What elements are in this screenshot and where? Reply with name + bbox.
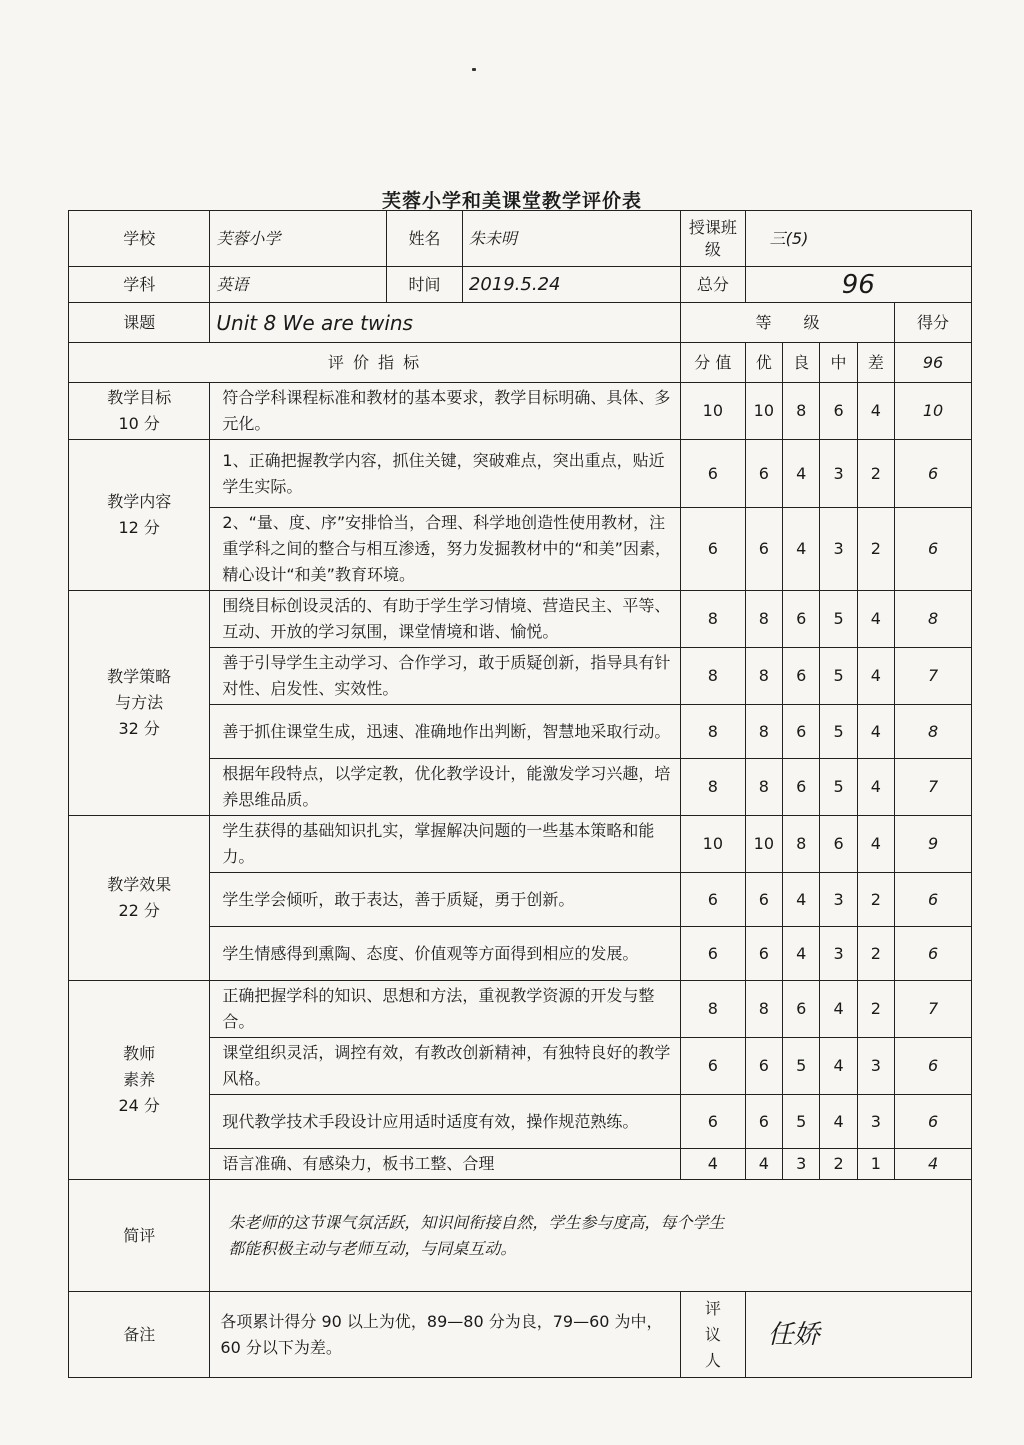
category-points: 10 分 bbox=[118, 414, 160, 433]
name-value: 朱未明 bbox=[462, 211, 680, 267]
poor-cell: 2 bbox=[857, 927, 894, 981]
criteria-description: 善于引导学生主动学习、合作学习，敢于质疑创新，指导具有针对性、启发性、实效性。 bbox=[210, 648, 681, 705]
medium-cell: 5 bbox=[820, 705, 857, 759]
remarks-row bbox=[69, 1292, 972, 1378]
evaluation-table bbox=[68, 210, 972, 1378]
name-label: 姓名 bbox=[387, 211, 463, 267]
value-cell: 6 bbox=[681, 1038, 746, 1095]
medium-cell: 3 bbox=[820, 440, 857, 508]
poor-cell: 3 bbox=[857, 1095, 894, 1149]
criteria-description: 学生学会倾听，敢于表达，善于质疑，勇于创新。 bbox=[210, 873, 681, 927]
category-name: 教学策略与方法 bbox=[107, 667, 172, 712]
criteria-description: 学生情感得到熏陶、态度、价值观等方面得到相应的发展。 bbox=[210, 927, 681, 981]
category-points: 12 分 bbox=[118, 518, 160, 537]
school-value: 芙蓉小学 bbox=[210, 211, 387, 267]
medium-cell: 5 bbox=[820, 591, 857, 648]
info-row-subject bbox=[69, 267, 972, 303]
value-cell: 10 bbox=[681, 383, 746, 440]
excellent-cell: 10 bbox=[745, 816, 782, 873]
poor-cell: 1 bbox=[857, 1149, 894, 1180]
criteria-description: 现代教学技术手段设计应用适时适度有效，操作规范熟练。 bbox=[210, 1095, 681, 1149]
score-label: 得分 bbox=[895, 303, 972, 343]
criteria-row bbox=[69, 383, 972, 440]
medium-cell: 4 bbox=[820, 981, 857, 1038]
criteria-description: 围绕目标创设灵活的、有助于学生学习情境、营造民主、平等、互动、开放的学习氛围，课堂情境和谐、愉悦。 bbox=[210, 591, 681, 648]
reviewer-label-char: 评 bbox=[704, 1298, 721, 1318]
good-cell: 6 bbox=[783, 591, 820, 648]
excellent-cell: 8 bbox=[745, 591, 782, 648]
medium-cell: 3 bbox=[820, 873, 857, 927]
score-cell: 9 bbox=[895, 816, 972, 873]
remarks-label: 备注 bbox=[69, 1292, 210, 1378]
score-cell: 6 bbox=[895, 1095, 972, 1149]
category-cell bbox=[69, 816, 210, 981]
excellent-cell: 8 bbox=[745, 759, 782, 816]
excellent-cell: 4 bbox=[745, 1149, 782, 1180]
comment-line-1: 朱老师的这节课气氛活跃，知识间衔接自然，学生参与度高，每个学生 bbox=[228, 1212, 725, 1232]
criteria-row bbox=[69, 816, 972, 873]
criteria-description: 语言准确、有感染力，板书工整、合理 bbox=[210, 1149, 681, 1180]
value-cell: 6 bbox=[681, 508, 746, 591]
reviewer-label-char: 议 bbox=[704, 1324, 721, 1344]
value-cell: 8 bbox=[681, 759, 746, 816]
good-cell: 4 bbox=[783, 927, 820, 981]
medium-cell: 5 bbox=[820, 648, 857, 705]
subject-value: 英语 bbox=[210, 267, 387, 303]
medium-cell: 3 bbox=[820, 508, 857, 591]
poor-cell: 3 bbox=[857, 1038, 894, 1095]
medium-cell: 6 bbox=[820, 816, 857, 873]
grade-label: 等 级 bbox=[681, 303, 895, 343]
medium-cell: 4 bbox=[820, 1095, 857, 1149]
score-cell: 6 bbox=[895, 873, 972, 927]
topic-label: 课题 bbox=[69, 303, 210, 343]
excellent-cell: 8 bbox=[745, 648, 782, 705]
poor-cell: 2 bbox=[857, 440, 894, 508]
score-cell: 4 bbox=[895, 1149, 972, 1180]
score-cell: 6 bbox=[895, 1038, 972, 1095]
school-label: 学校 bbox=[69, 211, 210, 267]
value-cell: 4 bbox=[681, 1149, 746, 1180]
medium-cell: 6 bbox=[820, 383, 857, 440]
good-cell: 6 bbox=[783, 981, 820, 1038]
good-cell: 3 bbox=[783, 1149, 820, 1180]
time-value: 2019.5.24 bbox=[462, 267, 680, 303]
reviewer-label bbox=[681, 1292, 746, 1378]
topic-value: Unit 8 We are twins bbox=[210, 303, 681, 343]
poor-cell: 4 bbox=[857, 759, 894, 816]
poor-cell: 2 bbox=[857, 981, 894, 1038]
score-cell: 8 bbox=[895, 705, 972, 759]
time-label: 时间 bbox=[387, 267, 463, 303]
value-cell: 6 bbox=[681, 927, 746, 981]
good-cell: 6 bbox=[783, 705, 820, 759]
poor-cell: 2 bbox=[857, 873, 894, 927]
score-cell: 7 bbox=[895, 759, 972, 816]
criteria-description: 正确把握学科的知识、思想和方法，重视教学资源的开发与整合。 bbox=[210, 981, 681, 1038]
reviewer-value: 任娇 bbox=[745, 1292, 971, 1378]
value-cell: 6 bbox=[681, 440, 746, 508]
score-cell: 6 bbox=[895, 927, 972, 981]
score-cell: 7 bbox=[895, 648, 972, 705]
class-label: 授课班级 bbox=[681, 211, 746, 267]
excellent-header: 优 bbox=[745, 343, 782, 383]
good-cell: 5 bbox=[783, 1038, 820, 1095]
value-cell: 8 bbox=[681, 591, 746, 648]
criteria-description: 学生获得的基础知识扎实，掌握解决问题的一些基本策略和能力。 bbox=[210, 816, 681, 873]
excellent-cell: 6 bbox=[745, 508, 782, 591]
good-header: 良 bbox=[783, 343, 820, 383]
excellent-cell: 8 bbox=[745, 705, 782, 759]
comment-row bbox=[69, 1180, 972, 1292]
category-name: 教学效果 bbox=[107, 875, 172, 894]
subject-label: 学科 bbox=[69, 267, 210, 303]
criteria-row bbox=[69, 440, 972, 508]
medium-cell: 2 bbox=[820, 1149, 857, 1180]
medium-header: 中 bbox=[820, 343, 857, 383]
value-cell: 6 bbox=[681, 1095, 746, 1149]
value-cell: 8 bbox=[681, 705, 746, 759]
medium-cell: 3 bbox=[820, 927, 857, 981]
value-cell: 8 bbox=[681, 981, 746, 1038]
good-cell: 4 bbox=[783, 440, 820, 508]
reviewer-label-char: 人 bbox=[704, 1350, 721, 1370]
criteria-description: 1、正确把握教学内容，抓住关键，突破难点，突出重点，贴近学生实际。 bbox=[210, 440, 681, 508]
excellent-cell: 6 bbox=[745, 1095, 782, 1149]
total-score-handwritten: 96 bbox=[895, 343, 972, 383]
criteria-row bbox=[69, 591, 972, 648]
criteria-description: 善于抓住课堂生成，迅速、准确地作出判断，智慧地采取行动。 bbox=[210, 705, 681, 759]
good-cell: 4 bbox=[783, 508, 820, 591]
header-row bbox=[69, 343, 972, 383]
poor-cell: 4 bbox=[857, 591, 894, 648]
poor-cell: 2 bbox=[857, 508, 894, 591]
criteria-description: 根据年段特点，以学定教，优化教学设计，能激发学习兴趣，培养思维品质。 bbox=[210, 759, 681, 816]
score-cell: 10 bbox=[895, 383, 972, 440]
score-cell: 6 bbox=[895, 440, 972, 508]
poor-cell: 4 bbox=[857, 705, 894, 759]
value-cell: 10 bbox=[681, 816, 746, 873]
value-cell: 6 bbox=[681, 873, 746, 927]
category-cell bbox=[69, 591, 210, 816]
ink-speck bbox=[472, 68, 476, 71]
reviewer-label-text bbox=[683, 1296, 743, 1374]
category-points: 22 分 bbox=[118, 901, 160, 920]
category-cell bbox=[69, 981, 210, 1180]
good-cell: 4 bbox=[783, 873, 820, 927]
good-cell: 5 bbox=[783, 1095, 820, 1149]
category-points: 24 分 bbox=[118, 1096, 160, 1115]
total-label: 总分 bbox=[681, 267, 746, 303]
poor-cell: 4 bbox=[857, 383, 894, 440]
comment-text bbox=[210, 1180, 972, 1292]
excellent-cell: 6 bbox=[745, 1038, 782, 1095]
good-cell: 8 bbox=[783, 816, 820, 873]
medium-cell: 4 bbox=[820, 1038, 857, 1095]
excellent-cell: 6 bbox=[745, 440, 782, 508]
medium-cell: 5 bbox=[820, 759, 857, 816]
category-name: 教学内容 bbox=[107, 492, 172, 511]
score-cell: 8 bbox=[895, 591, 972, 648]
criteria-description: 2、“量、度、序”安排恰当，合理、科学地创造性使用教材，注重学科之间的整合与相互渗透，努力发掘教材中的“和美”因素，精心设计“和美”教育环境。 bbox=[210, 508, 681, 591]
total-value: 96 bbox=[745, 267, 971, 303]
poor-cell: 4 bbox=[857, 648, 894, 705]
poor-header: 差 bbox=[857, 343, 894, 383]
score-cell: 7 bbox=[895, 981, 972, 1038]
remarks-text: 各项累计得分 90 以上为优，89—80 分为良，79—60 为中，60 分以下为差。 bbox=[210, 1292, 681, 1378]
good-cell: 8 bbox=[783, 383, 820, 440]
criteria-description: 课堂组织灵活，调控有效，有教改创新精神，有独特良好的教学风格。 bbox=[210, 1038, 681, 1095]
category-cell bbox=[69, 383, 210, 440]
info-row-topic bbox=[69, 303, 972, 343]
form-title: 芙蓉小学和美课堂教学评价表 bbox=[381, 190, 642, 212]
category-cell bbox=[69, 440, 210, 591]
excellent-cell: 6 bbox=[745, 927, 782, 981]
good-cell: 6 bbox=[783, 759, 820, 816]
class-value: 三(5) bbox=[745, 211, 971, 267]
good-cell: 6 bbox=[783, 648, 820, 705]
category-name: 教师素养 bbox=[123, 1044, 156, 1089]
excellent-cell: 8 bbox=[745, 981, 782, 1038]
category-name: 教学目标 bbox=[107, 388, 172, 407]
criteria-row bbox=[69, 981, 972, 1038]
comment-label: 简评 bbox=[69, 1180, 210, 1292]
poor-cell: 4 bbox=[857, 816, 894, 873]
value-cell: 8 bbox=[681, 648, 746, 705]
comment-line-2: 都能积极主动与老师互动，与同桌互动。 bbox=[228, 1238, 517, 1258]
criteria-description: 符合学科课程标准和教材的基本要求，教学目标明确、具体、多元化。 bbox=[210, 383, 681, 440]
excellent-cell: 6 bbox=[745, 873, 782, 927]
value-header: 分 值 bbox=[681, 343, 746, 383]
score-cell: 6 bbox=[895, 508, 972, 591]
excellent-cell: 10 bbox=[745, 383, 782, 440]
info-row-school bbox=[69, 211, 972, 267]
indicator-header: 评 价 指 标 bbox=[69, 343, 681, 383]
category-points: 32 分 bbox=[118, 719, 160, 738]
